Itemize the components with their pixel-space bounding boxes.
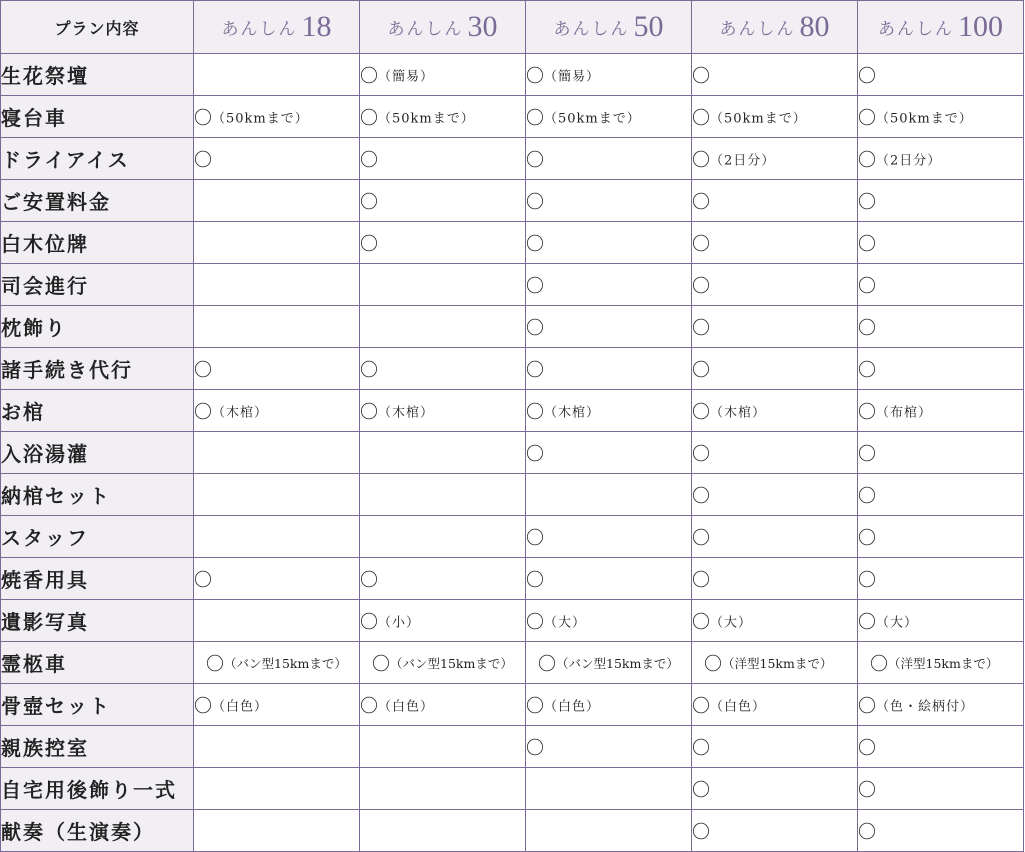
table-row <box>1 96 1024 138</box>
included-mark: 〇 <box>206 653 224 675</box>
row-label: スタッフ <box>1 516 194 558</box>
included-mark: 〇 <box>194 149 212 171</box>
plan-cell <box>526 54 692 96</box>
cell-note: （50kmまで） <box>710 111 807 126</box>
included-mark: 〇 <box>526 317 544 339</box>
table-row <box>1 222 1024 264</box>
plan-cell <box>858 516 1024 558</box>
table-row <box>1 600 1024 642</box>
cell-note: （色・絵柄付） <box>876 699 975 714</box>
included-mark: 〇 <box>692 317 710 339</box>
cell-note: （木棺） <box>378 405 435 420</box>
plan-cell <box>858 600 1024 642</box>
table-row <box>1 348 1024 390</box>
plan-cell <box>194 180 360 222</box>
cell-note: （大） <box>544 615 587 630</box>
included-mark: 〇 <box>692 779 710 801</box>
plan-cell <box>360 474 526 516</box>
row-label: 諸手続き代行 <box>1 348 194 390</box>
cell-note: （バン型15kmまで） <box>224 655 347 671</box>
included-mark: 〇 <box>858 695 876 717</box>
included-mark: 〇 <box>526 275 544 297</box>
plan-cell <box>194 138 360 180</box>
plan-cell <box>360 348 526 390</box>
plan-cell <box>194 474 360 516</box>
included-mark: 〇 <box>360 191 378 213</box>
plan-cell <box>858 726 1024 768</box>
plan-cell <box>526 306 692 348</box>
row-label: ご安置料金 <box>1 180 194 222</box>
plan-cell <box>194 810 360 852</box>
included-mark: 〇 <box>194 359 212 381</box>
plan-cell <box>360 810 526 852</box>
plan-cell <box>858 348 1024 390</box>
corner-header: プラン内容 <box>1 1 194 54</box>
row-label: 献奏（生演奏） <box>1 810 194 852</box>
included-mark: 〇 <box>526 443 544 465</box>
included-mark: 〇 <box>526 65 544 87</box>
included-mark: 〇 <box>692 401 710 423</box>
included-mark: 〇 <box>870 653 888 675</box>
row-label: 骨壺セット <box>1 684 194 726</box>
plan-cell <box>692 558 858 600</box>
cell-note: （白色） <box>710 699 767 714</box>
table-row <box>1 516 1024 558</box>
cell-note: （白色） <box>212 699 269 714</box>
plan-table-body <box>1 54 1024 852</box>
included-mark: 〇 <box>704 653 722 675</box>
plan-cell <box>858 306 1024 348</box>
plan-cell <box>360 432 526 474</box>
plan-prefix: あんしん <box>553 19 630 40</box>
row-label: 遺影写真 <box>1 600 194 642</box>
table-row <box>1 474 1024 516</box>
plan-cell <box>858 810 1024 852</box>
plan-cell <box>194 306 360 348</box>
included-mark: 〇 <box>692 359 710 381</box>
plan-header-30 <box>360 1 526 54</box>
plan-number: 100 <box>958 10 1003 43</box>
included-mark: 〇 <box>692 569 710 591</box>
included-mark: 〇 <box>692 233 710 255</box>
included-mark: 〇 <box>194 107 212 129</box>
plan-cell <box>526 642 692 684</box>
plan-cell <box>692 96 858 138</box>
plan-cell <box>194 684 360 726</box>
included-mark: 〇 <box>692 737 710 759</box>
plan-cell <box>526 180 692 222</box>
plan-cell <box>526 516 692 558</box>
included-mark: 〇 <box>692 149 710 171</box>
included-mark: 〇 <box>526 611 544 633</box>
plan-header-100 <box>858 1 1024 54</box>
included-mark: 〇 <box>526 569 544 591</box>
included-mark: 〇 <box>372 653 390 675</box>
plan-cell <box>194 432 360 474</box>
included-mark: 〇 <box>858 233 876 255</box>
included-mark: 〇 <box>858 569 876 591</box>
plan-cell <box>526 684 692 726</box>
included-mark: 〇 <box>194 695 212 717</box>
plan-cell <box>526 474 692 516</box>
plan-cell <box>526 96 692 138</box>
plan-number: 18 <box>301 10 332 43</box>
plan-cell <box>526 138 692 180</box>
cell-note: （バン型15kmまで） <box>390 655 513 671</box>
included-mark: 〇 <box>858 611 876 633</box>
included-mark: 〇 <box>692 611 710 633</box>
plan-cell <box>692 768 858 810</box>
plan-cell <box>858 474 1024 516</box>
plan-cell <box>526 432 692 474</box>
plan-prefix: あんしん <box>878 19 954 40</box>
plan-cell <box>360 96 526 138</box>
plan-cell <box>194 600 360 642</box>
plan-cell <box>360 600 526 642</box>
included-mark: 〇 <box>692 65 710 87</box>
plan-cell <box>692 600 858 642</box>
included-mark: 〇 <box>526 737 544 759</box>
cell-note: （小） <box>378 615 421 630</box>
included-mark: 〇 <box>526 695 544 717</box>
plan-cell <box>692 516 858 558</box>
included-mark: 〇 <box>360 149 378 171</box>
included-mark: 〇 <box>858 737 876 759</box>
included-mark: 〇 <box>360 569 378 591</box>
table-row <box>1 768 1024 810</box>
header-row <box>1 1 1024 54</box>
included-mark: 〇 <box>692 443 710 465</box>
plan-cell <box>692 264 858 306</box>
included-mark: 〇 <box>526 149 544 171</box>
included-mark: 〇 <box>526 233 544 255</box>
included-mark: 〇 <box>194 569 212 591</box>
row-label: ドライアイス <box>1 138 194 180</box>
cell-note: （50kmまで） <box>544 111 641 126</box>
included-mark: 〇 <box>692 191 710 213</box>
table-row <box>1 810 1024 852</box>
table-row <box>1 54 1024 96</box>
cell-note: （白色） <box>378 699 435 714</box>
cell-note: （大） <box>876 615 919 630</box>
plan-cell <box>194 264 360 306</box>
row-label: 司会進行 <box>1 264 194 306</box>
plan-cell <box>692 432 858 474</box>
plan-cell <box>360 684 526 726</box>
table-row <box>1 138 1024 180</box>
table-row <box>1 180 1024 222</box>
included-mark: 〇 <box>692 821 710 843</box>
plan-cell <box>360 768 526 810</box>
row-label: 納棺セット <box>1 474 194 516</box>
plan-cell <box>360 642 526 684</box>
table-row <box>1 726 1024 768</box>
row-label: 親族控室 <box>1 726 194 768</box>
plan-cell <box>858 138 1024 180</box>
included-mark: 〇 <box>692 695 710 717</box>
plan-cell <box>858 642 1024 684</box>
included-mark: 〇 <box>526 191 544 213</box>
plan-cell <box>692 474 858 516</box>
plan-cell <box>692 348 858 390</box>
included-mark: 〇 <box>692 107 710 129</box>
row-label: 生花祭壇 <box>1 54 194 96</box>
plan-cell <box>360 138 526 180</box>
plan-cell <box>692 54 858 96</box>
plan-cell <box>194 642 360 684</box>
included-mark: 〇 <box>858 527 876 549</box>
included-mark: 〇 <box>858 443 876 465</box>
included-mark: 〇 <box>858 821 876 843</box>
plan-cell <box>526 600 692 642</box>
cell-note: （50kmまで） <box>378 111 475 126</box>
included-mark: 〇 <box>360 611 378 633</box>
plan-cell <box>692 180 858 222</box>
plan-cell <box>194 54 360 96</box>
plan-cell <box>360 222 526 264</box>
cell-note: （バン型15kmまで） <box>556 655 679 671</box>
cell-note: （洋型15kmまで） <box>722 655 833 671</box>
included-mark: 〇 <box>360 359 378 381</box>
included-mark: 〇 <box>360 695 378 717</box>
included-mark: 〇 <box>858 107 876 129</box>
included-mark: 〇 <box>360 107 378 129</box>
included-mark: 〇 <box>858 401 876 423</box>
included-mark: 〇 <box>360 401 378 423</box>
included-mark: 〇 <box>692 485 710 507</box>
included-mark: 〇 <box>360 65 378 87</box>
plan-prefix: あんしん <box>719 19 796 40</box>
cell-note: （2日分） <box>876 153 942 168</box>
row-label: 入浴湯灌 <box>1 432 194 474</box>
cell-note: （木棺） <box>212 405 269 420</box>
plan-cell <box>858 558 1024 600</box>
plan-cell <box>526 726 692 768</box>
cell-note: （木棺） <box>544 405 601 420</box>
included-mark: 〇 <box>194 401 212 423</box>
included-mark: 〇 <box>538 653 556 675</box>
plan-cell <box>194 768 360 810</box>
cell-note: （白色） <box>544 699 601 714</box>
cell-note: （木棺） <box>710 405 767 420</box>
included-mark: 〇 <box>858 317 876 339</box>
plan-number: 30 <box>467 10 498 43</box>
plan-cell <box>360 54 526 96</box>
plan-cell <box>194 96 360 138</box>
included-mark: 〇 <box>360 233 378 255</box>
plan-number: 80 <box>799 10 830 43</box>
plan-header-50 <box>526 1 692 54</box>
plan-cell <box>360 264 526 306</box>
plan-cell <box>692 684 858 726</box>
plan-cell <box>360 306 526 348</box>
plan-cell <box>194 222 360 264</box>
table-row <box>1 432 1024 474</box>
plan-cell <box>858 432 1024 474</box>
plan-cell <box>858 180 1024 222</box>
plan-cell <box>526 810 692 852</box>
plan-cell <box>692 306 858 348</box>
included-mark: 〇 <box>526 401 544 423</box>
plan-cell <box>692 726 858 768</box>
included-mark: 〇 <box>858 191 876 213</box>
plan-cell <box>360 558 526 600</box>
plan-cell <box>858 96 1024 138</box>
row-label: お棺 <box>1 390 194 432</box>
plan-cell <box>858 264 1024 306</box>
plan-cell <box>858 684 1024 726</box>
table-row <box>1 390 1024 432</box>
plan-cell <box>692 222 858 264</box>
plan-cell <box>194 348 360 390</box>
plan-cell <box>194 390 360 432</box>
plan-cell <box>858 768 1024 810</box>
table-row <box>1 684 1024 726</box>
plan-cell <box>360 180 526 222</box>
plan-cell <box>526 390 692 432</box>
included-mark: 〇 <box>526 527 544 549</box>
cell-note: （2日分） <box>710 153 776 168</box>
cell-note: （50kmまで） <box>876 111 973 126</box>
included-mark: 〇 <box>858 359 876 381</box>
plan-header-18 <box>194 1 360 54</box>
plan-cell <box>692 810 858 852</box>
table-row <box>1 306 1024 348</box>
cell-note: （布棺） <box>876 405 933 420</box>
included-mark: 〇 <box>858 65 876 87</box>
included-mark: 〇 <box>858 485 876 507</box>
table-row <box>1 264 1024 306</box>
row-label: 自宅用後飾り一式 <box>1 768 194 810</box>
plan-cell <box>360 726 526 768</box>
plan-cell <box>858 222 1024 264</box>
plan-cell <box>858 390 1024 432</box>
plan-cell <box>692 138 858 180</box>
cell-note: （大） <box>710 615 753 630</box>
plan-cell <box>194 516 360 558</box>
plan-cell <box>526 558 692 600</box>
plan-number: 50 <box>633 10 664 43</box>
plan-cell <box>194 558 360 600</box>
row-label: 枕飾り <box>1 306 194 348</box>
plan-prefix: あんしん <box>221 19 298 40</box>
plan-cell <box>526 348 692 390</box>
table-row <box>1 642 1024 684</box>
plan-cell <box>692 390 858 432</box>
row-label: 焼香用具 <box>1 558 194 600</box>
plan-cell <box>194 726 360 768</box>
row-label: 白木位牌 <box>1 222 194 264</box>
plan-cell <box>360 516 526 558</box>
cell-note: （洋型15kmまで） <box>888 655 999 671</box>
plan-cell <box>526 768 692 810</box>
plan-prefix: あんしん <box>387 19 464 40</box>
cell-note: （簡易） <box>544 69 601 84</box>
included-mark: 〇 <box>526 359 544 381</box>
plan-cell <box>360 390 526 432</box>
plan-cell <box>526 264 692 306</box>
included-mark: 〇 <box>858 779 876 801</box>
cell-note: （50kmまで） <box>212 111 309 126</box>
row-label: 寝台車 <box>1 96 194 138</box>
table-row <box>1 558 1024 600</box>
included-mark: 〇 <box>526 107 544 129</box>
included-mark: 〇 <box>692 275 710 297</box>
included-mark: 〇 <box>858 149 876 171</box>
included-mark: 〇 <box>858 275 876 297</box>
plan-cell <box>526 222 692 264</box>
plan-cell <box>692 642 858 684</box>
cell-note: （簡易） <box>378 69 435 84</box>
plan-cell <box>858 54 1024 96</box>
plan-header-80 <box>692 1 858 54</box>
row-label: 霊柩車 <box>1 642 194 684</box>
included-mark: 〇 <box>692 527 710 549</box>
